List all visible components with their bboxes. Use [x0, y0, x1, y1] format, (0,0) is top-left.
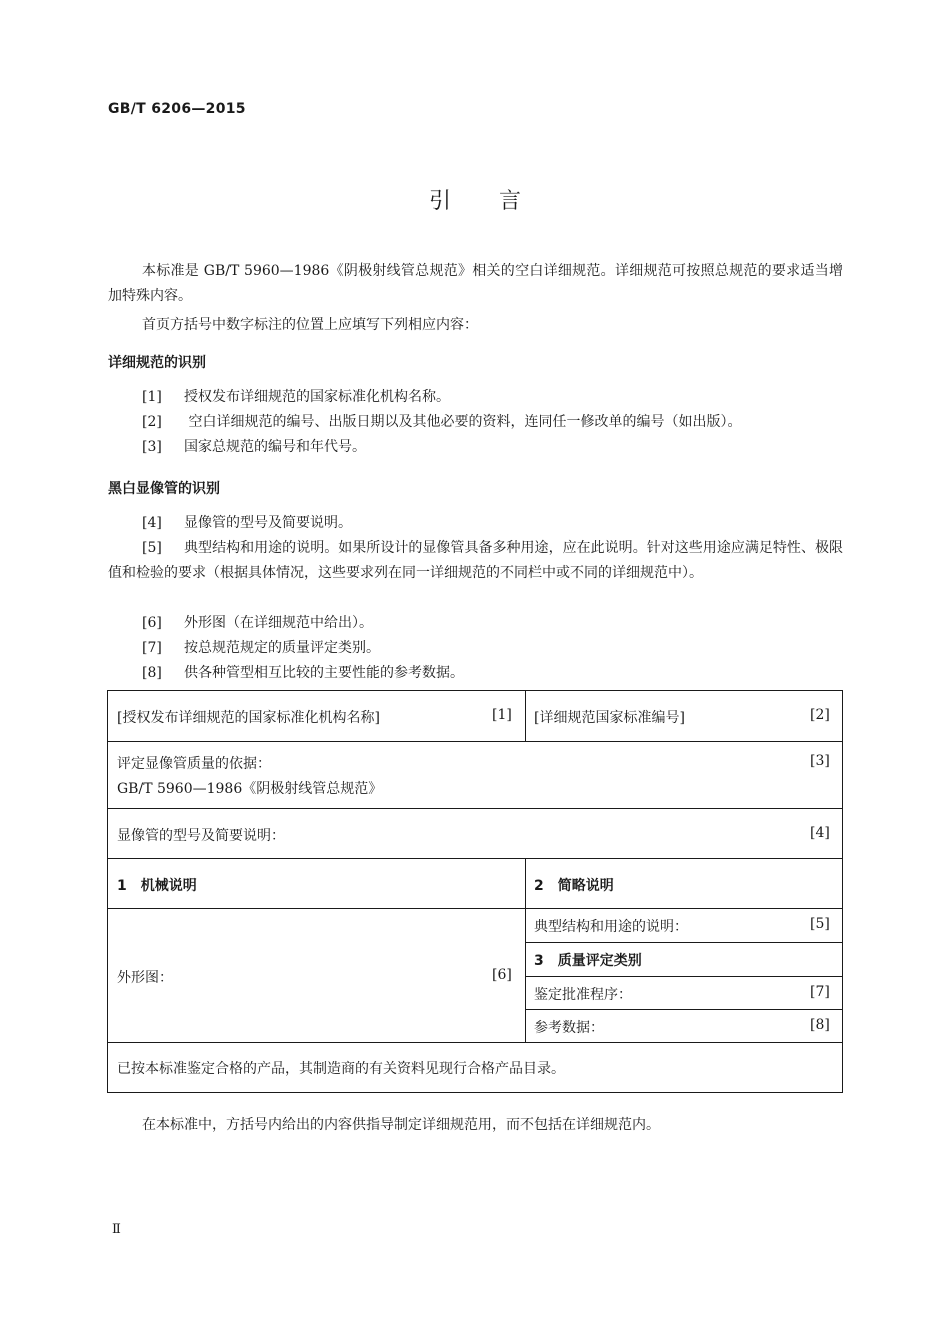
reference-data-label: 参考数据：	[534, 1020, 604, 1036]
item-number: [4]	[142, 515, 162, 531]
item-number: [1]	[142, 389, 162, 405]
quality-category-heading: 3 质量评定类别	[534, 953, 642, 969]
row-divider	[108, 1042, 842, 1043]
title-char-1: 引	[428, 189, 451, 214]
list-item	[142, 435, 843, 460]
bracket-note: 在本标准中，方括号内给出的内容供指导制定详细规范用，而不包括在详细规范内。	[142, 1117, 660, 1133]
ref-marker: [3]	[810, 753, 830, 769]
ref-marker: [2]	[810, 707, 830, 723]
row-divider	[525, 1009, 842, 1010]
list-item	[142, 636, 843, 661]
standard-code: GB/T 6206—2015	[108, 101, 246, 117]
row-divider	[108, 808, 842, 809]
row-divider	[525, 976, 842, 977]
row-divider	[108, 858, 842, 859]
list-item	[142, 611, 843, 636]
brief-description-heading: 2 简略说明	[534, 878, 614, 894]
ref-marker: [1]	[492, 707, 512, 723]
spec-form-table	[107, 690, 843, 1093]
item-text: 外形图（在详细规范中给出）。	[184, 615, 373, 631]
intro-paragraph-2: 首页方括号中数字标注的位置上应填写下列相应内容：	[142, 317, 478, 333]
list-item	[108, 536, 843, 586]
quality-basis-value: GB/T 5960—1986《阴极射线管总规范》	[117, 781, 383, 797]
item-number: [6]	[142, 615, 162, 631]
mechanical-description-heading: 1 机械说明	[117, 878, 197, 894]
page-title	[0, 184, 950, 215]
ref-marker: [8]	[810, 1017, 830, 1033]
item-number: [7]	[142, 640, 162, 656]
item-number: [3]	[142, 439, 162, 455]
ref-marker: [6]	[492, 967, 512, 983]
section-heading-tube-identification: 黑白显像管的识别	[108, 481, 220, 497]
item-text: 供各种管型相互比较的主要性能的参考数据。	[184, 665, 464, 681]
list-item	[142, 385, 843, 410]
item-text: 国家总规范的编号和年代号。	[184, 439, 366, 455]
row-divider	[525, 942, 842, 943]
ref-marker: [5]	[810, 916, 830, 932]
item-number: [2]	[142, 414, 162, 430]
item-number: [5]	[142, 540, 162, 556]
standard-number-field: [详细规范国家标准编号]	[534, 710, 685, 726]
list-item	[142, 410, 843, 435]
list-item	[142, 661, 843, 686]
tube-type-label: 显像管的型号及简要说明：	[117, 828, 285, 844]
row-divider	[108, 741, 842, 742]
ref-marker: [7]	[810, 984, 830, 1000]
quality-basis-label: 评定显像管质量的依据：	[117, 756, 271, 772]
intro-paragraph-1: 本标准是 GB/T 5960—1986《阴极射线管总规范》相关的空白详细规范。详细规范可按照总规范的要求适当增加特殊内容。	[108, 263, 843, 304]
item-number: [8]	[142, 665, 162, 681]
ref-marker: [4]	[810, 825, 830, 841]
column-divider	[525, 858, 526, 1042]
qualified-products-note: 已按本标准鉴定合格的产品，其制造商的有关资料见现行合格产品目录。	[117, 1061, 565, 1077]
item-text: 空白详细规范的编号、出版日期以及其他必要的资料，连同任一修改单的编号（如出版）。	[184, 414, 742, 430]
item-text: 授权发布详细规范的国家标准化机构名称。	[184, 389, 450, 405]
page-number: Ⅱ	[112, 1222, 121, 1237]
item-text: 显像管的型号及简要说明。	[184, 515, 352, 531]
row-divider	[108, 908, 842, 909]
issuing-body-field: [授权发布详细规范的国家标准化机构名称]	[117, 710, 380, 726]
section-heading-spec-identification: 详细规范的识别	[108, 355, 206, 371]
approval-procedure-label: 鉴定批准程序：	[534, 987, 632, 1003]
title-char-2: 言	[499, 189, 522, 214]
item-text: 典型结构和用途的说明。如果所设计的显像管具备多种用途，应在此说明。针对这些用途应满足特性、极限值和检验的要求（根据具体情况，这些要求列在同一详细规范的不同栏中或不同的详细规范中）。	[108, 540, 843, 581]
list-item	[142, 511, 843, 536]
structure-usage-label: 典型结构和用途的说明：	[534, 919, 688, 935]
column-divider	[525, 691, 526, 741]
item-text: 按总规范规定的质量评定类别。	[184, 640, 380, 656]
outline-drawing-label: 外形图：	[117, 970, 173, 986]
